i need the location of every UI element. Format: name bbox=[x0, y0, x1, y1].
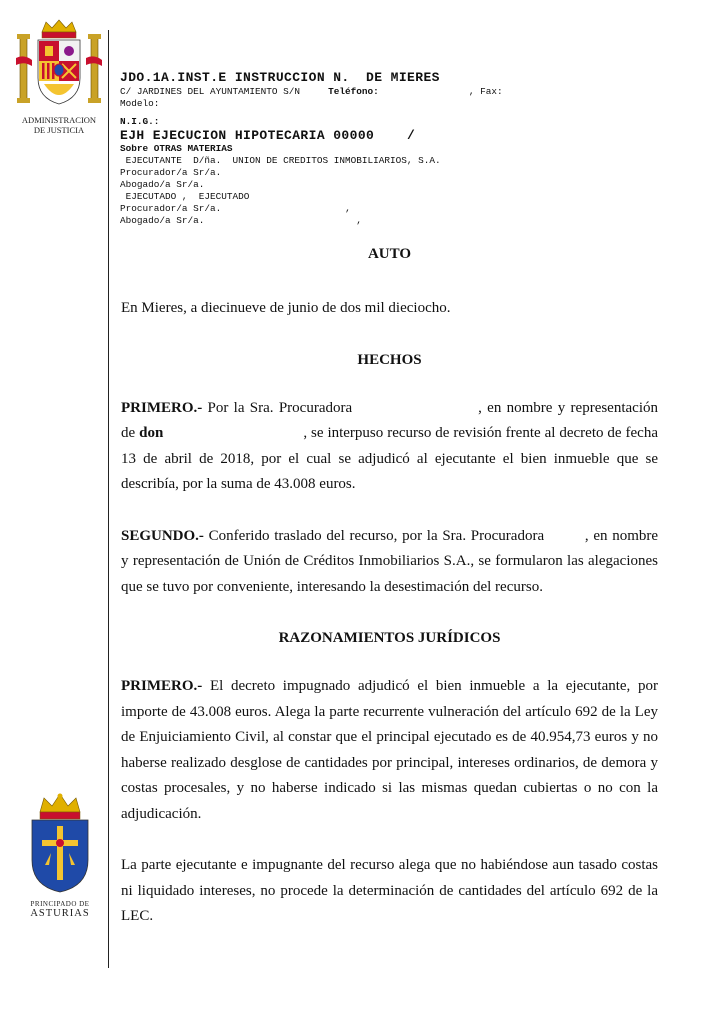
fact-2-text-b: , en nombre y representación de Unión de Créditos Inmobiliarios S.A., se formularon las alegaciones que se tuvo por conveniente, interesando la desestimación del recurso. bbox=[121, 527, 659, 595]
abogado-1: Abogado/a Sr/a. bbox=[120, 179, 205, 190]
procurador-1: Procurador/a Sr/a. bbox=[120, 167, 222, 178]
case-header bbox=[120, 70, 680, 227]
fact-1-text-b: , en nombre y representación de bbox=[121, 399, 658, 441]
asturias-caption-line1: PRINCIPADO DE bbox=[30, 900, 90, 908]
legal-1 bbox=[121, 674, 658, 827]
fact-2-text-a: Conferido traslado del recurso, por la Sra. Procuradora bbox=[203, 527, 545, 544]
date-line: En Mieres, a diecinueve de junio de dos mil dieciocho. bbox=[121, 300, 451, 316]
coat-of-arms-icon bbox=[14, 18, 104, 110]
legal-1-text: El decreto impugnado adjudicó el bien inmueble a la ejecutante, por importe de 43.008 euros. Alega la parte recurrente vulneración del artículo 692 de la Ley de Enjuiciamiento Civil, al constar que el principal ejecutado es de 40.954,73 euros y no haberse realizado desglose de cantidades por principal, intereses ordinarios, de demora y costas procesales, y no haberse indicado si las mismas quedan cubiertas o no con la adjudicación. bbox=[121, 678, 658, 822]
fact-2 bbox=[121, 524, 658, 601]
fact-2-label: SEGUNDO.- bbox=[121, 527, 204, 544]
document-title: AUTO bbox=[367, 246, 412, 262]
abogado-2-comma: , bbox=[356, 215, 362, 226]
facts-heading: HECHOS bbox=[357, 351, 422, 368]
justice-caption-line2: DE JUSTICIA bbox=[33, 125, 85, 135]
phone-label: Teléfono: bbox=[328, 86, 379, 97]
subject-line: Sobre OTRAS MATERIAS bbox=[120, 143, 233, 154]
address-line bbox=[120, 86, 680, 98]
executed-line: EJECUTADO , EJECUTADO bbox=[120, 191, 250, 202]
fact-1-text-c: , se interpuso recurso de revisión frente al decreto de fecha 13 de abril de 2018, por el cual se adjudicó al ejecutante el bien inmueble que se describía, por la suma de 43.008 euros. bbox=[121, 425, 659, 492]
procedure-title: EJH EJECUCION HIPOTECARIA 00000 / bbox=[120, 128, 416, 143]
abogado-2: Abogado/a Sr/a. bbox=[120, 215, 205, 226]
legal-1-label: PRIMERO.- bbox=[121, 678, 203, 694]
court-name: JDO.1A.INST.E INSTRUCCION N. DE MIERES bbox=[120, 70, 440, 85]
court-address: C/ JARDINES DEL AYUNTAMIENTO S/N bbox=[120, 86, 301, 97]
asturias-crest-logo bbox=[26, 790, 94, 919]
justice-crest-logo bbox=[14, 18, 104, 135]
procurador-2: Procurador/a Sr/a. bbox=[120, 203, 222, 214]
asturias-caption-line2: ASTURIAS bbox=[30, 908, 90, 919]
abogado-2-line bbox=[120, 215, 680, 227]
fact-1-label: PRIMERO.- bbox=[121, 399, 203, 416]
procurador-2-line bbox=[120, 203, 680, 215]
legal-heading: RAZONAMIENTOS JURÍDICOS bbox=[278, 630, 501, 646]
executant-line: EJECUTANTE D/ña. UNION DE CREDITOS INMOBILIARIOS, S.A. bbox=[120, 155, 441, 166]
fact-1 bbox=[121, 396, 658, 498]
fax-label: , Fax: bbox=[468, 86, 503, 97]
margin-rule bbox=[108, 30, 109, 968]
nig-label: N.I.G.: bbox=[120, 116, 160, 127]
procurador-2-comma: , bbox=[345, 203, 351, 214]
fact-1-don: don bbox=[139, 425, 164, 441]
legal-1-para-2: La parte ejecutante e impugnante del recurso alega que no habiéndose aun tasado costas ni liquidado intereses, no procede la determinación de cantidades del artículo 692 de la LEC. bbox=[121, 857, 658, 924]
fact-1-text-a: Por la Sra. Procuradora bbox=[202, 399, 353, 416]
justice-caption-line1: ADMINISTRACION bbox=[21, 115, 97, 125]
document-body bbox=[121, 244, 658, 930]
model-label: Modelo: bbox=[120, 98, 160, 109]
asturias-coat-icon bbox=[26, 790, 94, 894]
